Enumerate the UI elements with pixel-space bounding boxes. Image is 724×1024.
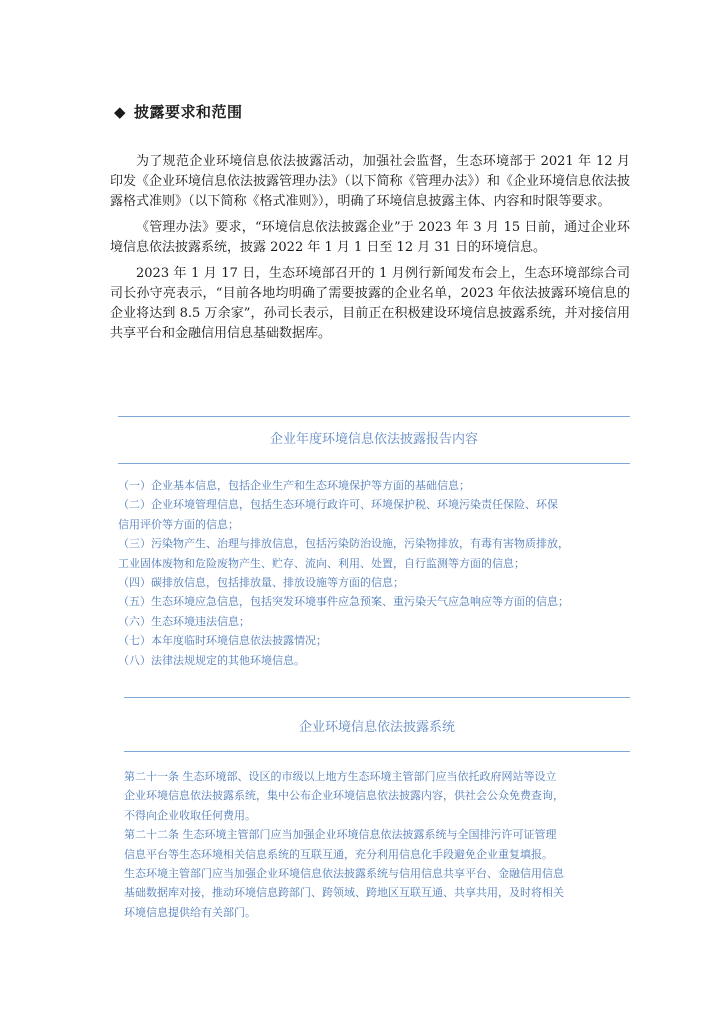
list-item: 不得向企业收取任何费用。: [124, 808, 256, 822]
list-item: 工业固体废物和危险废物产生、贮存、流向、利用、处置，自行监测等方面的信息；: [118, 556, 525, 570]
section-title: 披露要求和范围: [134, 103, 243, 121]
list-item: 基础数据库对接，推动环境信息跨部门、跨领域、跨地区互联互通、共享共用，及时将相关: [124, 886, 564, 900]
list-item: （三）污染物产生、治理与排放信息，包括污染防治设施，污染物排放，有毒有害物质排放，: [118, 537, 569, 551]
list-item: （五）生态环境应急信息，包括突发环境事件应急预案、重污染天气应急响应等方面的信息；: [118, 595, 569, 609]
list-item: （一）企业基本信息，包括企业生产和生态环境保护等方面的基础信息；: [118, 479, 470, 492]
list-item: （八）法律法规规定的其他环境信息。: [118, 653, 305, 667]
box1-bottom-rule: [118, 463, 630, 464]
box1-top-rule: [118, 416, 630, 417]
paragraph: 《管理办法》要求，“环境信息依法披露企业”于 2023 年 3 月 15 日前，通过企业环境信息依法披露系统，披露 2022 年 1 月 1 日至 12 月 31 日的环境信息。: [110, 220, 630, 255]
box2-bottom-rule: [124, 751, 630, 752]
box2-title: 企业环境信息依法披露系统: [298, 720, 455, 735]
box1-title: 企业年度环境信息依法披露报告内容: [269, 432, 478, 447]
paragraph: 2023 年 1 月 17 日，生态环境部召开的 1 月例行新闻发布会上，生态环境部综合司司长孙守亮表示，“目前各地均明确了需要披露的企业名单，2023 年依法披露环境信息的企业将达到 8.5 万余家”，孙司长表示，目前正在积极建设环境信息披露系统，并对接信用共享平台和金融信用信息基础数据库。: [110, 266, 630, 341]
list-item: 生态环境主管部门应当加强企业环境信息依法披露系统与信用信息共享平台、金融信用信息: [124, 867, 564, 881]
section-heading: [114, 101, 243, 122]
list-item: （六）生态环境违法信息；: [118, 614, 250, 628]
list-item: （四）碳排放信息，包括排放量、排放设施等方面的信息；: [118, 576, 404, 590]
diamond-bullet-icon: ◆: [114, 103, 127, 121]
list-item: 环境信息提供给有关部门。: [124, 905, 256, 919]
box2-content-list: [124, 767, 634, 922]
box2-top-rule: [124, 697, 630, 698]
box1-content-list: [118, 476, 638, 670]
list-item: 第二十二条 生态环境主管部门应当加强企业环境信息依法披露系统与全国排污许可证管理: [124, 828, 557, 842]
list-item: 信用评价等方面的信息；: [118, 517, 239, 531]
list-item: 企业环境信息依法披露系统，集中公布企业环境信息依法披露内容，供社会公众免费查询，: [124, 789, 564, 803]
box1-header: [118, 428, 630, 448]
list-item: 第二十一条 生态环境部、设区的市级以上地方生态环境主管部门应当依托政府网站等设立: [124, 770, 557, 783]
box2-header: [124, 716, 630, 736]
paragraph: 为了规范企业环境信息依法披露活动，加强社会监督，生态环境部于 2021 年 12 月印发《企业环境信息依法披露管理办法》（以下简称《管理办法》）和《企业环境信息依法披露格式准则》（以下简称《格式准则》），明确了环境信息披露主体、内容和时限等要求。: [110, 154, 631, 209]
list-item: 信息平台等生态环境相关信息系统的互联互通，充分利用信息化手段避免企业重复填报。: [124, 847, 553, 861]
body-text: [110, 152, 630, 350]
list-item: （二）企业环境管理信息，包括生态环境行政许可、环境保护税、环境污染责任保险、环保: [118, 498, 558, 512]
list-item: （七）本年度临时环境信息依法披露情况；: [118, 634, 327, 648]
